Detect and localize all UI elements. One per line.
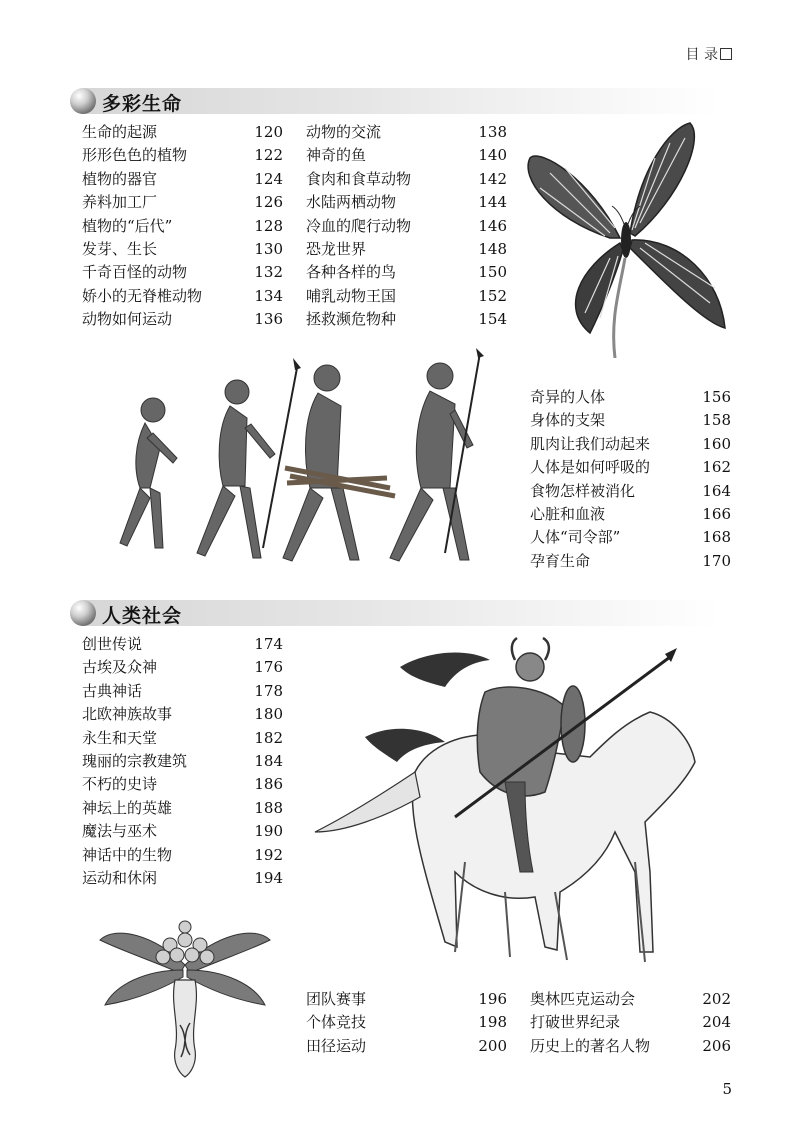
toc-entry-page: 198: [478, 1013, 507, 1032]
toc-entry-title: 神坛上的英雄: [82, 798, 173, 817]
toc-entry-title: 肌肉让我们动起来: [530, 434, 651, 453]
toc-entry-title: 瑰丽的宗教建筑: [82, 751, 188, 770]
toc-column-1a: [82, 121, 283, 332]
toc-entry-page: 136: [254, 310, 283, 329]
page-number: 5: [722, 1080, 732, 1098]
toc-entry[interactable]: [82, 633, 283, 656]
toc-entry-title: 奇异的人体: [530, 388, 606, 406]
toc-entry[interactable]: [530, 480, 731, 503]
toc-entry-page: 174: [254, 635, 283, 653]
toc-entry[interactable]: [306, 988, 507, 1011]
toc-entry[interactable]: [82, 844, 283, 867]
toc-entry-page: 134: [254, 286, 283, 305]
toc-entry-page: 140: [478, 146, 507, 165]
toc-entry-title: 打破世界纪录: [530, 1013, 621, 1032]
toc-entry-title: 心脏和血液: [530, 504, 606, 523]
toc-entry-title: 永生和天堂: [82, 728, 158, 747]
section-header-living-world: [70, 88, 720, 114]
toc-entry-title: 人体“司令部”: [530, 528, 621, 547]
toc-entry-title: 神奇的鱼: [306, 146, 367, 165]
toc-entry-page: 120: [254, 123, 283, 141]
toc-entry-title: 神话中的生物: [82, 845, 173, 864]
toc-entry[interactable]: [82, 797, 283, 820]
toc-entry-title: 运动和休闲: [82, 868, 158, 887]
toc-entry[interactable]: [530, 550, 731, 573]
toc-entry[interactable]: [82, 727, 283, 750]
toc-entry[interactable]: [530, 526, 731, 549]
toc-entry-page: 192: [254, 845, 283, 864]
toc-entry[interactable]: [306, 168, 507, 191]
toc-entry-page: 126: [254, 193, 283, 212]
toc-entry-page: 148: [478, 239, 507, 258]
toc-entry-page: 168: [702, 528, 731, 547]
toc-entry-title: 田径运动: [306, 1036, 367, 1055]
toc-column-2a: [82, 633, 283, 890]
toc-entry-title: 生命的起源: [82, 123, 158, 141]
toc-entry[interactable]: [82, 656, 283, 679]
toc-entry-title: 古典神话: [82, 681, 143, 700]
toc-entry[interactable]: [530, 433, 731, 456]
toc-entry-title: 形形色色的植物: [82, 146, 188, 165]
toc-entry-page: 138: [478, 123, 507, 141]
running-header-label: 目 录: [685, 47, 718, 63]
viking-rider-illustration: [305, 632, 705, 972]
toc-entry-title: 古埃及众神: [82, 658, 158, 677]
toc-entry[interactable]: [82, 308, 283, 331]
toc-entry-page: 146: [478, 216, 507, 235]
toc-entry-page: 132: [254, 263, 283, 282]
toc-entry-title: 魔法与巫术: [82, 822, 158, 841]
toc-entry-page: 122: [254, 146, 283, 165]
toc-entry-page: 184: [254, 751, 283, 770]
toc-entry[interactable]: [306, 144, 507, 167]
toc-entry-page: 158: [702, 411, 731, 430]
toc-entry-page: 152: [478, 286, 507, 305]
toc-entry[interactable]: [82, 121, 283, 144]
running-header: [686, 44, 732, 64]
toc-entry-title: 拯救濒危物种: [306, 310, 397, 329]
toc-entry-title: 各种各样的鸟: [306, 263, 397, 282]
toc-entry-page: 144: [478, 193, 507, 212]
bullet-ball-icon: [70, 88, 96, 114]
toc-entry[interactable]: [306, 191, 507, 214]
toc-entry-page: 204: [702, 1013, 731, 1032]
toc-entry-title: 食物怎样被消化: [530, 481, 636, 500]
toc-entry-title: 娇小的无脊椎动物: [82, 286, 203, 305]
toc-entry-title: 团队赛事: [306, 990, 367, 1008]
toc-entry-title: 创世传说: [82, 635, 143, 653]
toc-entry[interactable]: [530, 409, 731, 432]
toc-entry-page: 164: [702, 481, 731, 500]
toc-entry[interactable]: [82, 750, 283, 773]
toc-entry[interactable]: [306, 215, 507, 238]
toc-entry[interactable]: [82, 285, 283, 308]
toc-entry-page: 166: [702, 504, 731, 523]
bullet-ball-icon: [70, 600, 96, 626]
toc-entry-title: 人体是如何呼吸的: [530, 458, 651, 477]
toc-entry[interactable]: [530, 386, 731, 409]
toc-entry[interactable]: [306, 1011, 507, 1034]
toc-entry-page: 156: [702, 388, 731, 406]
toc-column-1b: [306, 121, 507, 332]
toc-entry-title: 千奇百怪的动物: [82, 263, 188, 282]
toc-entry[interactable]: [82, 773, 283, 796]
toc-entry[interactable]: [530, 988, 731, 1011]
toc-entry-page: 124: [254, 169, 283, 188]
toc-entry[interactable]: [306, 308, 507, 331]
toc-entry-title: 恐龙世界: [306, 239, 367, 258]
toc-entry-title: 发芽、生长: [82, 239, 158, 258]
toc-entry-title: 历史上的著名人物: [530, 1036, 651, 1055]
toc-entry-title: 动物如何运动: [82, 310, 173, 329]
toc-entry[interactable]: [82, 144, 283, 167]
toc-entry-page: 202: [702, 990, 731, 1008]
header-box-icon: [720, 48, 732, 60]
toc-entry-page: 200: [478, 1036, 507, 1055]
toc-entry-title: 食肉和食草动物: [306, 169, 412, 188]
toc-entry-page: 176: [254, 658, 283, 677]
toc-entry[interactable]: [306, 121, 507, 144]
toc-column-1c: [530, 386, 731, 573]
toc-entry[interactable]: [306, 285, 507, 308]
toc-entry[interactable]: [82, 168, 283, 191]
toc-entry[interactable]: [530, 456, 731, 479]
toc-entry-page: 142: [478, 169, 507, 188]
toc-entry-page: 170: [702, 551, 731, 570]
toc-entry[interactable]: [530, 503, 731, 526]
human-evolution-illustration: [105, 348, 495, 573]
toc-entry-title: 身体的支架: [530, 411, 606, 430]
toc-entry[interactable]: [306, 1035, 507, 1058]
toc-entry-title: 个体竞技: [306, 1013, 367, 1032]
toc-entry-title: 孕育生命: [530, 551, 591, 570]
toc-entry[interactable]: [530, 1035, 731, 1058]
toc-entry-title: 植物的器官: [82, 169, 158, 188]
toc-entry-title: 哺乳动物王国: [306, 286, 397, 305]
toc-entry[interactable]: [82, 261, 283, 284]
toc-entry-page: 130: [254, 239, 283, 258]
toc-entry-title: 养料加工厂: [82, 193, 158, 212]
mandrake-plant-illustration: [95, 905, 275, 1080]
toc-column-2c: [530, 988, 731, 1058]
toc-entry[interactable]: [82, 238, 283, 261]
toc-entry-page: 186: [254, 775, 283, 794]
toc-entry-page: 150: [478, 263, 507, 282]
toc-column-2b: [306, 988, 507, 1058]
toc-entry-page: 154: [478, 310, 507, 329]
toc-entry-title: 北欧神族故事: [82, 705, 173, 724]
toc-entry[interactable]: [306, 261, 507, 284]
toc-entry-page: 180: [254, 705, 283, 724]
toc-entry[interactable]: [82, 867, 283, 890]
toc-entry-page: 178: [254, 681, 283, 700]
toc-entry-title: 动物的交流: [306, 123, 382, 141]
toc-entry[interactable]: [530, 1011, 731, 1034]
toc-entry-page: 160: [702, 434, 731, 453]
toc-entry-page: 128: [254, 216, 283, 235]
toc-entry[interactable]: [82, 820, 283, 843]
section-title: 人类社会: [102, 605, 183, 627]
toc-entry-page: 190: [254, 822, 283, 841]
toc-entry-title: 水陆两栖动物: [306, 193, 397, 212]
toc-entry-title: 植物的“后代”: [82, 216, 173, 235]
toc-entry-page: 162: [702, 458, 731, 477]
toc-entry[interactable]: [306, 238, 507, 261]
toc-entry[interactable]: [82, 191, 283, 214]
toc-entry-page: 182: [254, 728, 283, 747]
toc-entry[interactable]: [82, 215, 283, 238]
toc-entry[interactable]: [82, 680, 283, 703]
toc-entry-title: 不朽的史诗: [82, 775, 158, 794]
toc-entry-title: 冷血的爬行动物: [306, 216, 412, 235]
toc-entry-page: 188: [254, 798, 283, 817]
toc-entry-page: 206: [702, 1036, 731, 1055]
toc-entry-title: 奥林匹克运动会: [530, 990, 636, 1008]
section-header-human-society: [70, 600, 720, 626]
toc-entry[interactable]: [82, 703, 283, 726]
toc-entry-page: 196: [478, 990, 507, 1008]
butterfly-illustration: [520, 118, 735, 373]
toc-entry-page: 194: [254, 868, 283, 887]
section-title: 多彩生命: [102, 93, 183, 115]
